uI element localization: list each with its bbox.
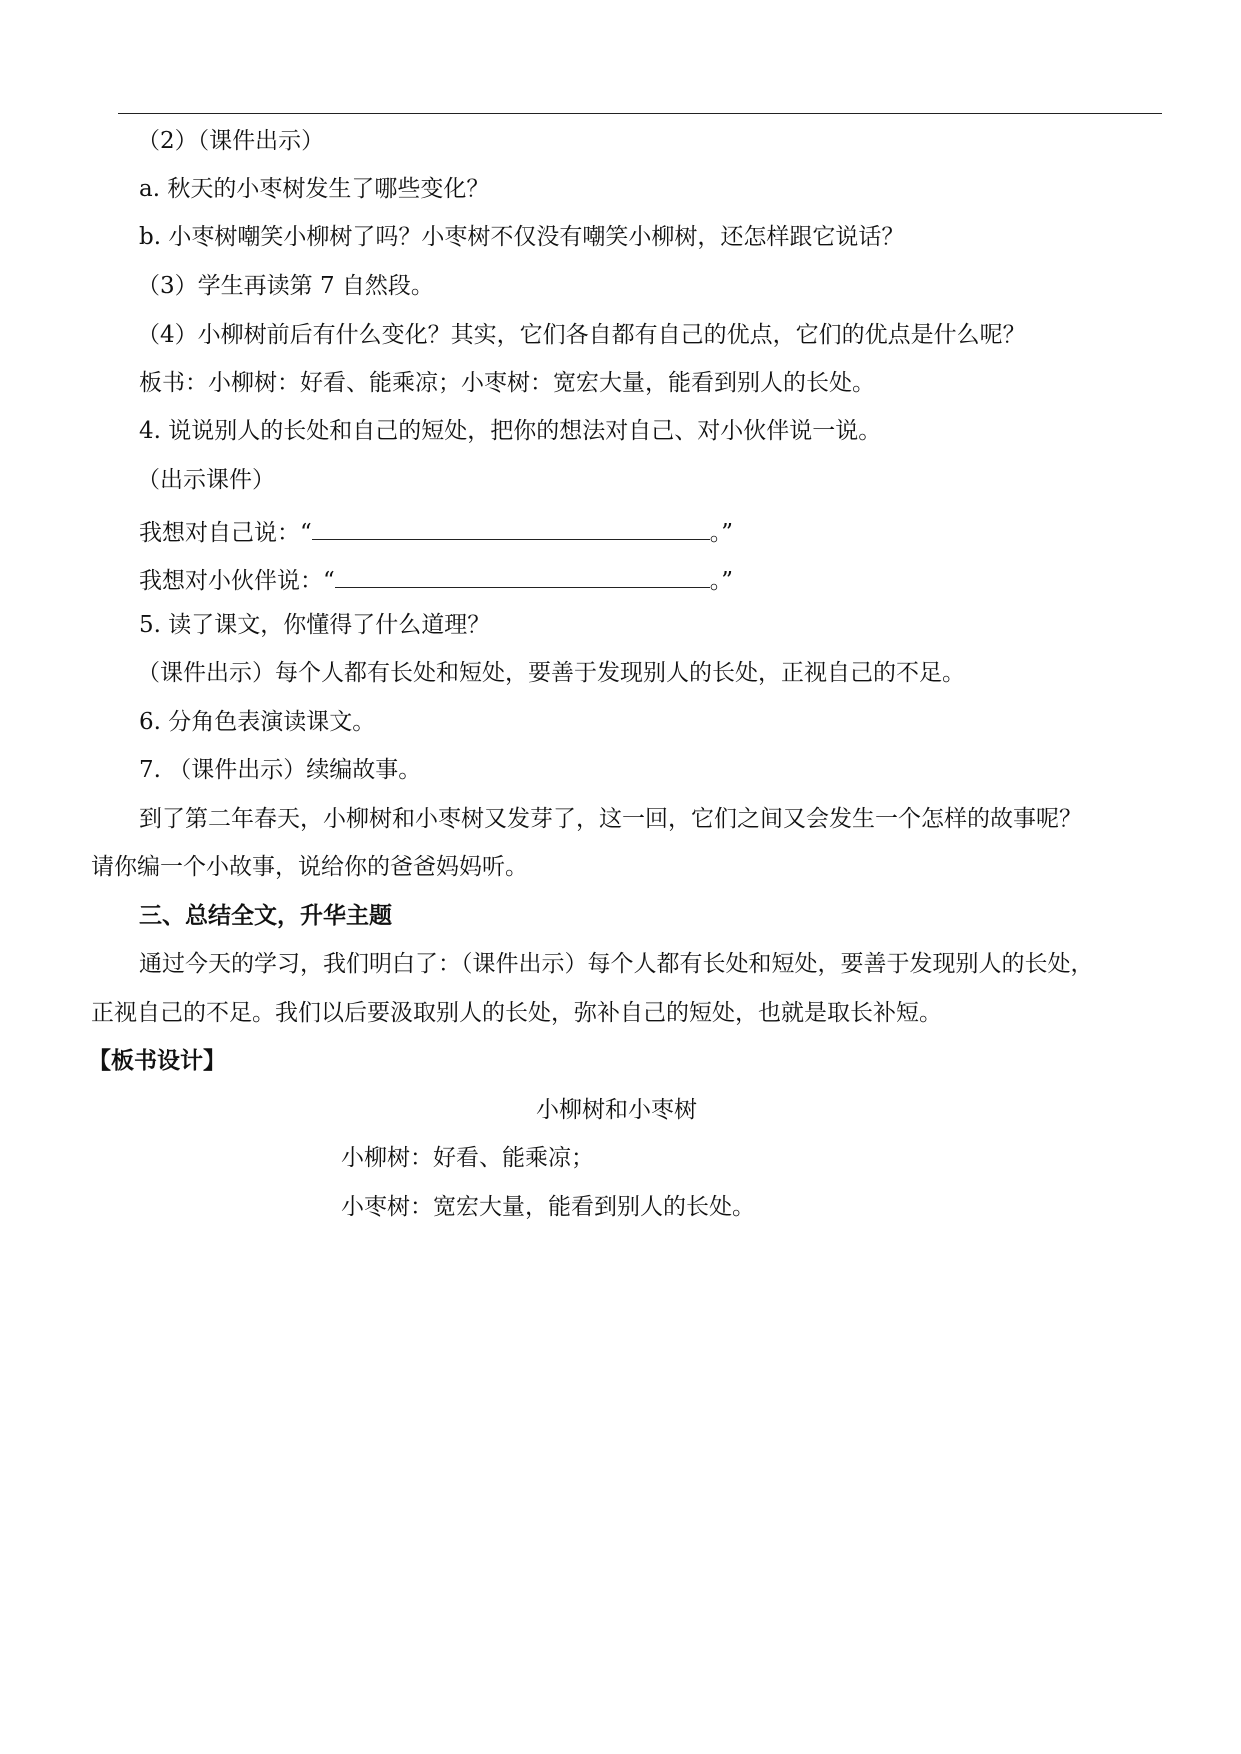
fill-in-self-blank[interactable]: [312, 513, 710, 540]
paragraph-2-heading: （2）（课件出示）: [137, 128, 325, 154]
step-7: 7. （课件出示）续编故事。: [139, 757, 422, 783]
question-b: b. 小枣树嘲笑小柳树了吗？小枣树不仅没有嘲笑小柳树，还怎样跟它说话？: [139, 224, 905, 250]
fill-in-partner-prefix: 我想对小伙伴说：“: [139, 568, 335, 594]
board-line-jujube: 小枣树：宽宏大量，能看到别人的长处。: [341, 1194, 755, 1220]
summary-line2: 正视自己的不足。我们以后要汲取别人的长处，弥补自己的短处，也就是取长补短。: [91, 1000, 942, 1026]
fill-in-self-suffix: 。”: [709, 520, 734, 546]
story-prompt-line1: 到了第二年春天，小柳树和小枣树又发芽了，这一回，它们之间又会发生一个怎样的故事呢？: [139, 806, 1082, 832]
paragraph-4: （4）小柳树前后有什么变化？其实，它们各自都有自己的优点，它们的优点是什么呢？: [137, 322, 1026, 348]
step-6: 6. 分角色表演读课文。: [139, 709, 376, 735]
summary-line1: 通过今天的学习，我们明白了：（课件出示）每个人都有长处和短处，要善于发现别人的长处，: [139, 951, 1094, 977]
fill-in-partner-suffix: 。”: [709, 568, 734, 594]
step-4: 4. 说说别人的长处和自己的短处，把你的想法对自己、对小伙伴说一说。: [139, 418, 882, 444]
fill-in-self: [139, 513, 733, 548]
story-prompt-line2: 请你编一个小故事，说给你的爸爸妈妈听。: [91, 854, 528, 880]
paragraph-3: （3）学生再读第 7 自然段。: [137, 273, 434, 299]
question-a: a. 秋天的小枣树发生了哪些变化？: [139, 176, 490, 202]
fill-in-partner-blank[interactable]: [335, 561, 710, 588]
board-line-willow: 小柳树：好看、能乘凉；: [341, 1145, 594, 1171]
lesson-moral: （课件出示）每个人都有长处和短处，要善于发现别人的长处，正视自己的不足。: [137, 660, 965, 686]
board-note: 板书：小柳树：好看、能乘凉；小枣树：宽宏大量，能看到别人的长处。: [139, 370, 875, 396]
header-rule: [118, 113, 1162, 114]
step-5: 5. 读了课文，你懂得了什么道理？: [139, 612, 491, 638]
board-title: 小柳树和小枣树: [536, 1097, 697, 1123]
courseware-note: （出示课件）: [137, 467, 275, 493]
fill-in-partner: [139, 561, 733, 596]
fill-in-self-prefix: 我想对自己说：“: [139, 520, 312, 546]
board-design-heading: 【板书设计】: [88, 1047, 226, 1074]
section-3-heading: 三、总结全文，升华主题: [139, 902, 392, 929]
